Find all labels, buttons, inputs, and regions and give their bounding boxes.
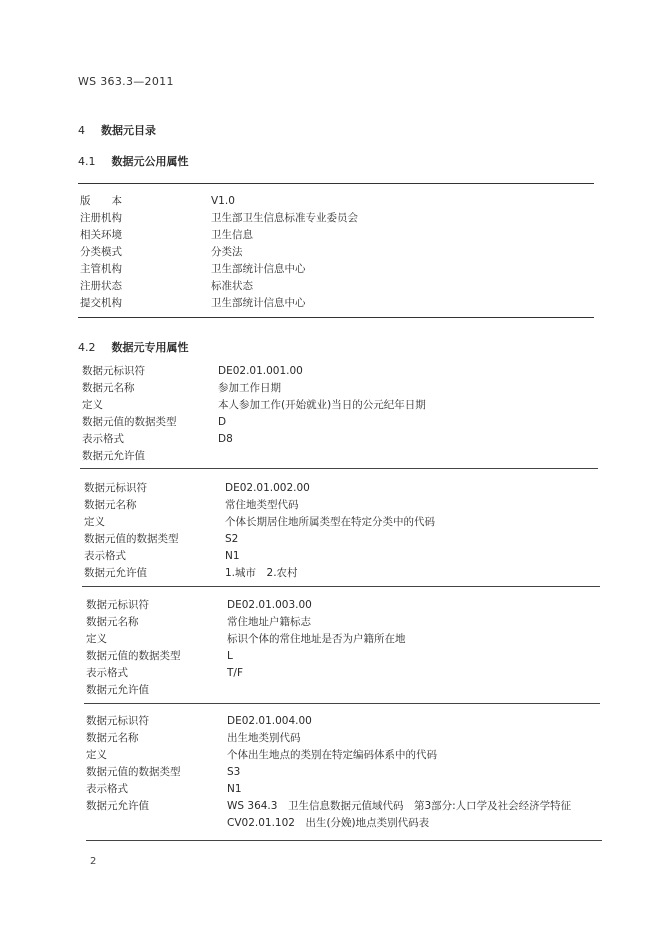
data-element-block-2: [84, 480, 435, 582]
block-divider: [86, 840, 602, 841]
table-row: 表示格式 D8: [82, 433, 233, 445]
table-row: 分类模式 分类法: [80, 246, 243, 258]
table-row: 数据元名称 常住地址户籍标志: [86, 616, 311, 628]
table-row: 数据元允许值: [86, 684, 149, 696]
table-row: [86, 815, 571, 832]
section-number: 4: [78, 124, 85, 137]
block-divider: [84, 703, 600, 704]
table-bottom-rule: [78, 317, 594, 318]
section-4-1-heading: [78, 153, 189, 169]
table-row: 数据元名称 参加工作日期: [82, 382, 281, 394]
section-title: 数据元目录: [101, 124, 156, 137]
table-row: 注册状态 标准状态: [80, 280, 253, 292]
section-number: 4.1: [78, 155, 96, 168]
table-row: 数据元标识符 DE02.01.003.00: [86, 599, 312, 611]
table-row: 相关环境 卫生信息: [80, 229, 253, 241]
standard-code-header: WS 363.3—2011: [78, 75, 174, 88]
table-row: 版 本 V1.0: [80, 195, 235, 207]
section-number: 4.2: [78, 341, 96, 354]
table-row: 主管机构 卫生部统计信息中心: [80, 263, 306, 275]
data-element-block-1: [82, 363, 426, 465]
table-row: 定义 本人参加工作(开始就业)当日的公元纪年日期: [82, 399, 426, 411]
common-attributes-table: [80, 193, 358, 312]
allowed-value-line-2: CV02.01.102 出生(分娩)地点类别代码表: [227, 817, 430, 829]
page-number: 2: [90, 856, 97, 867]
table-row: 提交机构 卫生部统计信息中心: [80, 297, 306, 309]
table-row: 数据元标识符 DE02.01.004.00: [86, 715, 312, 727]
block-divider: [82, 586, 600, 587]
table-row: 表示格式 N1: [86, 783, 242, 795]
table-row: 表示格式 N1: [84, 550, 240, 562]
table-row: 数据元值的数据类型 D: [82, 416, 227, 428]
data-element-block-4: [86, 713, 571, 832]
table-row: 定义 标识个体的常住地址是否为户籍所在地: [86, 633, 406, 645]
section-title: 数据元专用属性: [111, 341, 189, 354]
table-row: 数据元值的数据类型 S3: [86, 766, 241, 778]
section-4-heading: [78, 122, 156, 138]
section-title: 数据元公用属性: [111, 155, 189, 168]
table-row: 数据元标识符 DE02.01.001.00: [82, 365, 303, 377]
table-row: 数据元允许值 1.城市 2.农村: [84, 567, 298, 579]
table-row: 注册机构 卫生部卫生信息标准专业委员会: [80, 212, 358, 224]
table-row: 定义 个体出生地点的类别在特定编码体系中的代码: [86, 749, 437, 761]
table-row: 表示格式 T/F: [86, 667, 243, 679]
table-row: 数据元值的数据类型 L: [86, 650, 233, 662]
table-row: 数据元值的数据类型 S2: [84, 533, 239, 545]
section-4-2-heading: [78, 339, 189, 355]
table-top-rule: [78, 183, 594, 184]
block-divider: [80, 468, 598, 469]
table-row: 数据元标识符 DE02.01.002.00: [84, 482, 310, 494]
table-row: 数据元名称 出生地类别代码: [86, 732, 301, 744]
data-element-block-3: [86, 597, 406, 699]
table-row: 数据元名称 常住地类型代码: [84, 499, 299, 511]
table-row: 数据元允许值: [82, 450, 145, 462]
table-row: 数据元允许值 WS 364.3 卫生信息数据元值域代码 第3部分:人口学及社会经济学特征: [86, 800, 572, 812]
table-row: 定义 个体长期居住地所属类型在特定分类中的代码: [84, 516, 435, 528]
